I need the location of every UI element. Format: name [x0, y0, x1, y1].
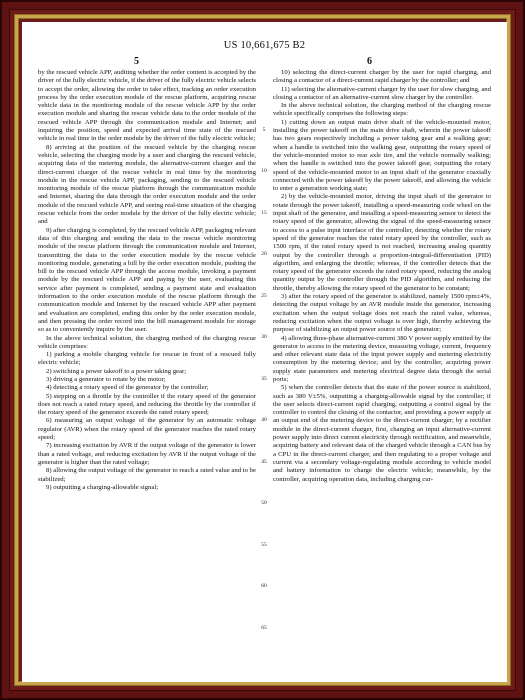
- paragraph: by the rescued vehicle APP, auditing whether the order content is accepted by the driver of the fully electric vehicle, if the driver of the fully electric vehicle selects to accept the order, allowing the order to take effect, tracking an order execution process by the order execution module of the rescue platform, acquiring rescue vehicle data in the monitoring module of the rescue vehicle APP by the order execution module and sharing the rescue vehicle data to the order module of the rescued vehicle APP through the communication module and Internet; and inquiring the position, speed and expected arrival time state of the rescued vehicle in real time in the order module by the driver of the fully electric vehicle;: [38, 69, 256, 143]
- patent-page: [22, 22, 507, 682]
- line-number: 60: [261, 583, 267, 589]
- paragraph: 3) driving a generator to rotate by the motor;: [46, 375, 166, 383]
- paragraph: 7) increasing excitation by AVR if the output voltage of the generator is lower than a rated voltage, and reducing excitation by AVR if the output voltage of the generator is higher than the rated voltage;: [38, 442, 256, 466]
- paragraph: 11) selecting the alternative-current charger by the user for slow charging, and closing a contactor of an alternative-current slow charger by the controller.: [273, 85, 491, 101]
- line-number: 25: [261, 293, 267, 299]
- line-number: 5: [262, 127, 266, 133]
- paragraph: 6) measuring an output voltage of the generator by an automatic voltage regulator (AVR) when the rotary speed of the generator reaches the rated rotary speed;: [38, 417, 256, 442]
- left-column: [38, 69, 256, 492]
- paragraph: 9) outputting a charging-allowable signal;: [46, 483, 159, 491]
- paragraph: 1) cutting down an output main drive shaft of the vehicle-mounted motor, installing the power takeoff on the main drive shaft, wherein the power takeoff has two gears respectively including a power taking gear and a walking gear; when a handle is switched into the walking gear, outputting the rotary speed of the vehicle-mounted motor to rear axle tire, and the vehicle normally walking; when the handle is switched into the power takeoff gear, outputting the rotary speed of the vehicle-mounted motor to an input shaft of the generator coaxially connected with the power takeoff by the power takeoff, and allowing the vehicle to enter a generation working state;: [273, 118, 491, 193]
- paragraph: 4) detecting a rotary speed of the generator by the controller;: [46, 384, 209, 392]
- line-number: 45: [261, 459, 267, 465]
- line-number: 40: [261, 417, 267, 423]
- line-number: 55: [261, 542, 267, 548]
- paragraph: 1) parking a mobile charging vehicle for rescue in front of a rescued fully electric vehicle;: [38, 351, 256, 367]
- line-number: 20: [261, 251, 267, 257]
- paragraph: 5) stepping on a throttle by the controller if the rotary speed of the generator does not reach a rated rotary speed, and reducing the throttle by the controller if the rotary speed of the generator exceeds the rated rotary speed;: [38, 392, 256, 417]
- line-number: 65: [261, 625, 267, 631]
- paragraph: 10) selecting the direct-current charger by the user for rapid charging, and closing a contactor of a direct-current rapid charger by the controller; and: [273, 69, 491, 85]
- paragraph: 4) allowing three-phase alternative-current 380 V power supply emitted by the generator to access to the metering device, measuring voltage, current, frequency and other relevant state data of the input power supply and metering electricity consumption by the metering device; and by the controller, acquiring power supply state parameters and metering electrical degree data through the serial ports;: [273, 334, 491, 383]
- line-number: 15: [261, 210, 267, 216]
- column-number-left: 5: [134, 56, 139, 67]
- paragraph: 8) allowing the output voltage of the generator to reach a rated value and to be stabilized;: [38, 467, 256, 483]
- line-number: 10: [261, 168, 267, 174]
- line-number: 35: [261, 376, 267, 382]
- paragraph: 9) after charging is completed, by the rescued vehicle APP, packaging relevant data of this charging and sending the data to the rescue vehicle monitoring module of the rescue platform through the communication module and Internet, transmitting the data to the order execution module by the rescue vehicle monitoring module, generating a bill by the order execution module, pushing the bill to the rescued vehicle APP through the access module, invoking a payment module by the rescued vehicle APP and paying by the user, evaluating this service after payment is completed, sending a payment state and evaluation information to the order execution module of the rescue platform through the communication module and Internet by the rescued vehicle APP after payment and evaluation are completed, ending this order by the order execution module, and then pressing the order record into the bill management module for storage so as to conveniently inquire by the user.: [38, 226, 256, 334]
- line-number: 30: [261, 334, 267, 340]
- line-number: 50: [261, 500, 267, 506]
- paragraph: 5) when the controller detects that the state of the power source is stabilized, such as 380 V±5%, outputting a charging-allowable signal by the controller; if the user selects direct-current rapid charging, outputting a control signal by the controller to control the closing of the contactor, and providing a power supply at an output end of the metering device to the direct-current charger; by a rectifier module in the direct-current charger, first, changing an input alternative-current power supply into direct current electricity through rectification, and meanwhile, acquiring battery and relevant data of the charged vehicle through a CAN bus by a CPU in the direct-current charger, and then regulating to a proper voltage and current via a secondary voltage-regulating module according to vehicle model and battery information to charge the electric vehicle; meanwhile, by the controller, acquiring operation data, including charging cur-: [273, 384, 491, 483]
- patent-number: US 10,661,675 B2: [223, 40, 306, 51]
- paragraph: 8) arriving at the position of the rescued vehicle by the charging rescue vehicle, selecting the charging mode by a user and charging the rescued vehicle, acquiring data of the metering module, the alternative-current charger and the direct-current charger of the rescue vehicle in real time by the monitoring module in the rescue vehicle APP, packaging, sending to the rescued vehicle monitoring module of the rescue platform through the communication module and Internet, sharing the data through the order execution module and the order module of the rescued vehicle APP, and seeing real-time situation of the charging rescue vehicle from the order module by the driver of the fully electric vehicle; and: [38, 143, 256, 226]
- column-number-right: 6: [367, 56, 372, 67]
- paragraph: 3) after the rotary speed of the generator is stabilized, namely 1500 rpm±4%, detecting the output voltage by an AVR module inside the generator, increasing excitation when the output voltage does not reach the rated value, whereas, reducing excitation when the output voltage is over high, thereby achieving the purpose of stabilizing an output power source of the generator;: [273, 293, 491, 334]
- paragraph: 2) by the vehicle-mounted motor, driving the input shaft of the generator to rotate through the power takeoff, installing a speed-measuring code wheel on the input shaft of the generator, and installing a speed-measuring sensor to detect the rotary speed of the generator, allowing the signal of the speed-measuring sensor to access to a pulse input interface of the controller, detecting whether the rotary speed of the generator reaches the rated rotary speed by the controller, such as 1500 rpm, if the rated rotary speed is not reached, increasing analog quantity output by the controller through a proportion-integral-differentiation (PID) algorithm, and enlarging the throttle; whereas, if the controller detects that the rotary speed of the generator exceeds the rated rotary speed, reducing the analog quantity output by the controller through the PID algorithm, and reducing the throttle, thereby allowing the rotary speed of the generator to be constant;: [273, 193, 491, 292]
- right-column: [273, 69, 491, 484]
- paragraph: In the above technical solution, the charging method of the charging rescue vehicle specifically comprises the following steps:: [273, 102, 491, 118]
- paragraph: In the above technical solution, the charging method of the charging rescue vehicle comprises:: [38, 334, 256, 350]
- paragraph: 2) switching a power takeoff to a power taking gear;: [46, 367, 187, 375]
